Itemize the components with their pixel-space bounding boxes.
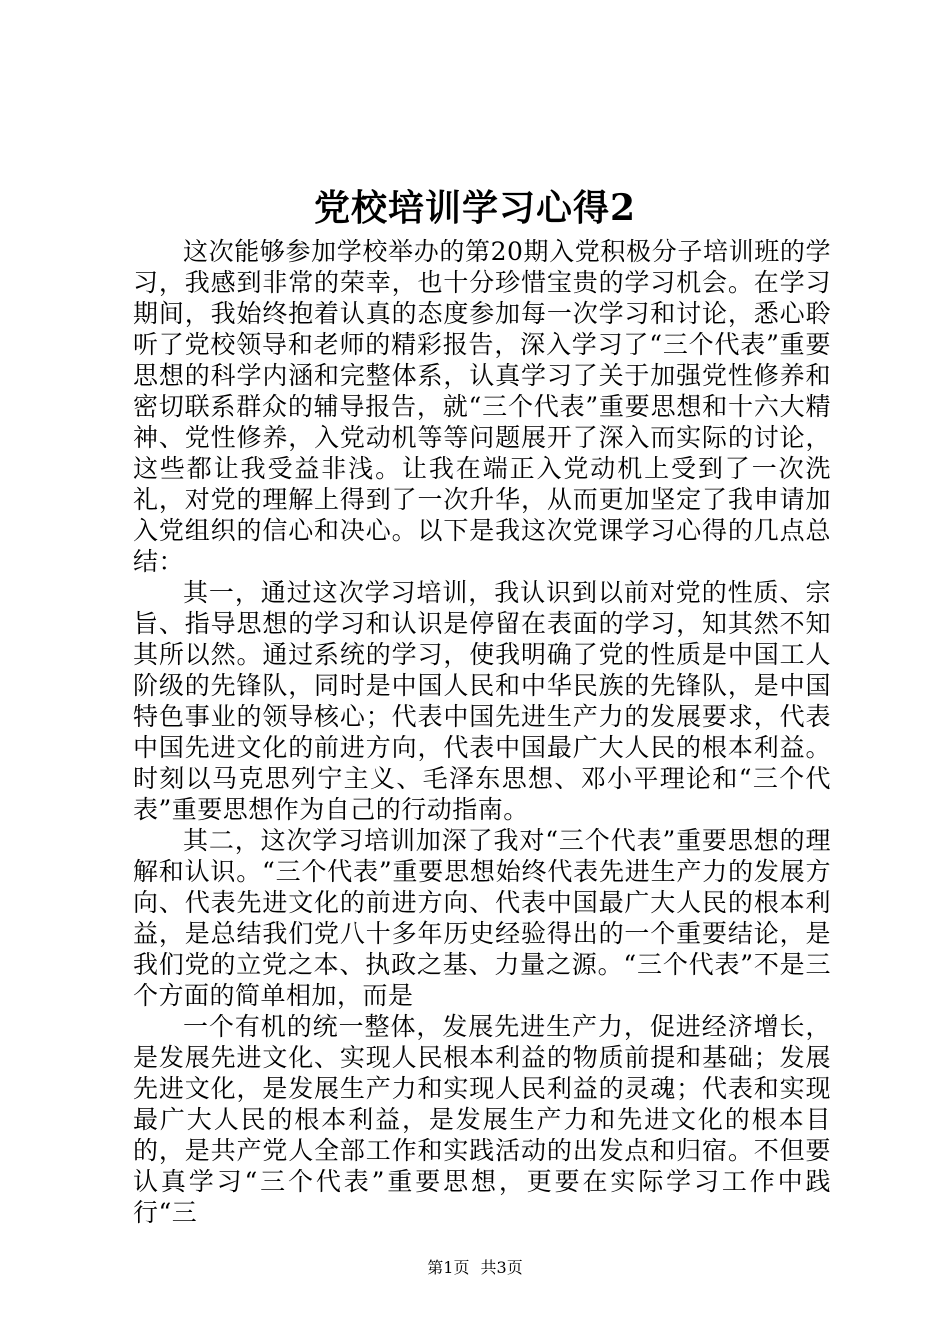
paragraph-intro: 这次能够参加学校举办的第20期入党积极分子培训班的学习，我感到非常的荣幸，也十分珍惜宝贵的学习机会。在学习期间，我始终抱着认真的态度参加每一次学习和讨论，悉心聆听了党校领导和老师的精彩报告，深入学习了“三个代表”重要思想的科学内涵和完整体系，认真学习了关于加强党性修养和密切联系群众的辅导报告，就“三个代表”重要思想和十六大精神、党性修养，入党动机等等问题展开了深入而实际的讨论，这些都让我受益非浅。让我在端正入党动机上受到了一次洗礼，对党的理解上得到了一次升华，从而更加坚定了我申请加入党组织的信心和决心。以下是我这次党课学习心得的几点总结： — [133, 237, 831, 576]
document-body — [133, 236, 831, 1228]
paragraph-point-one: 其一，通过这次学习培训，我认识到以前对党的性质、宗旨、指导思想的学习和认识是停留在表面的学习，知其然不知其所以然。通过系统的学习，使我明确了党的性质是中国工人阶级的先锋队，同时是中国人民和中华民族的先锋队，是中国特色事业的领导核心；代表中国先进生产力的发展要求，代表中国先进文化的前进方向，代表中国最广大人民的根本利益。时刻以马克思列宁主义、毛泽东思想、邓小平理论和“三个代表”重要思想作为自己的行动指南。 — [133, 578, 831, 824]
document-title: 党校培训学习心得2 — [313, 187, 637, 229]
page-number: 第1页 — [427, 1258, 470, 1277]
page-footer — [0, 1255, 950, 1278]
page-total: 共3页 — [480, 1258, 523, 1277]
paragraph-continuation: 一个有机的统一整体，发展先进生产力，促进经济增长，是发展先进文化、实现人民根本利益的物质前提和基础；发展先进文化，是发展生产力和实现人民利益的灵魂；代表和实现最广大人民的根本利益，是发展生产力和先进文化的根本目的，是共产党人全部工作和实践活动的出发点和归宿。不但要认真学习“三个代表”重要思想，更要在实际学习工作中践行“三 — [133, 1012, 831, 1227]
paragraph-point-two: 其二，这次学习培训加深了我对“三个代表”重要思想的理解和认识。“三个代表”重要思想始终代表先进生产力的发展方向、代表先进文化的前进方向、代表中国最广大人民的根本利益，是总结我们党八十多年历史经验得出的一个重要结论，是我们党的立党之本、执政之基、力量之源。“三个代表”不是三个方面的简单相加，而是 — [133, 826, 831, 1010]
